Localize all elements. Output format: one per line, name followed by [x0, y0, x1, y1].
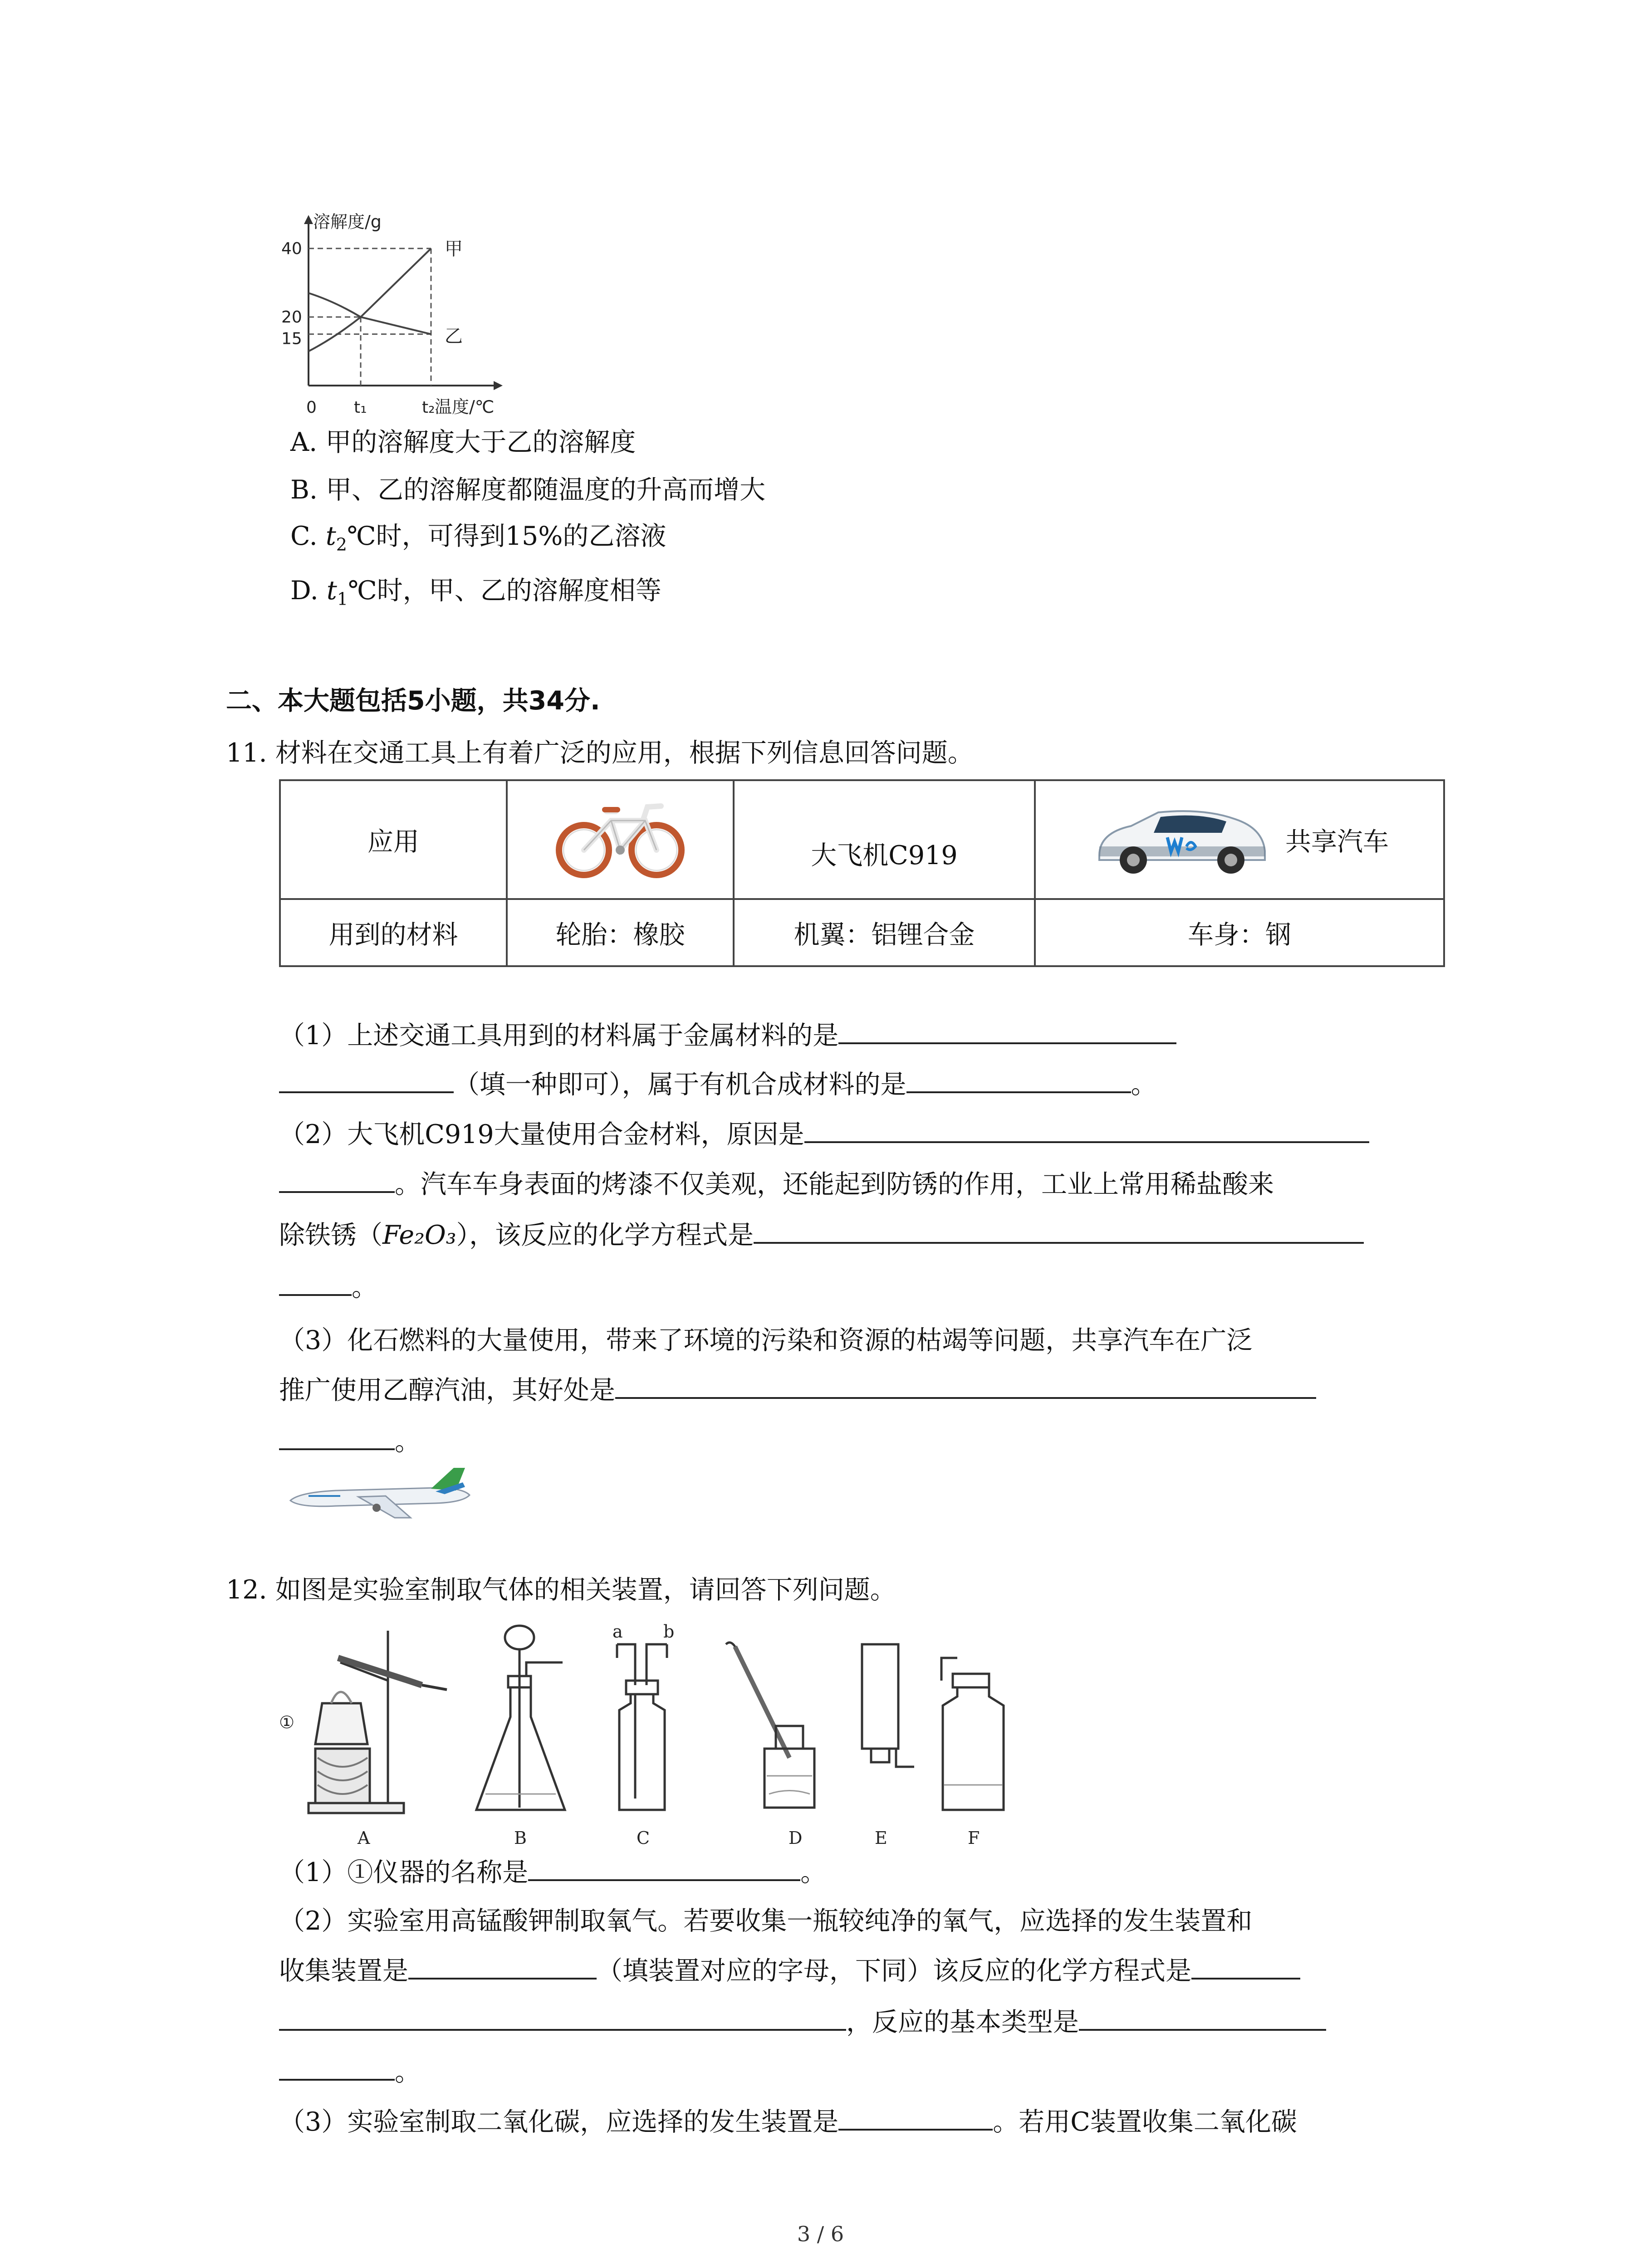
q12-part2-line2: 收集装置是 （填装置对应的字母，下同）该反应的化学方程式是 [279, 1951, 1300, 1989]
option-a: A. 甲的溶解度大于乙的溶解度 [290, 427, 636, 457]
materials-table [279, 779, 1445, 967]
bicycle-cell [507, 780, 734, 899]
q11-part2-line1: （2）大飞机C919大量使用合金材料，原因是 [279, 1115, 1369, 1153]
answer-blank[interactable] [804, 1115, 1369, 1143]
q11-part3-line3: 。 [279, 1422, 421, 1460]
section-title: 二、本大题包括5小题，共34分. [226, 686, 600, 716]
apparatus-a [309, 1631, 447, 1813]
answer-blank[interactable] [528, 1853, 800, 1881]
car-icon [1090, 801, 1272, 878]
table-header-material: 用到的材料 [280, 899, 507, 966]
option-b: B. 甲、乙的溶解度都随温度的升高而增大 [290, 475, 766, 505]
y-tick-label: 20 [281, 308, 302, 327]
plane-cell [734, 780, 1035, 899]
x-tick-label: t₂ [422, 398, 435, 417]
car-label: 共享汽车 [1285, 827, 1389, 857]
apparatus-label-f: F [968, 1828, 980, 1848]
x-axis-arrow [494, 381, 503, 390]
q11-part2-line2: 。汽车车身表面的烤漆不仅美观，还能起到防锈的作用，工业上常用稀盐酸来 [279, 1165, 1274, 1202]
x-tick-label: 0 [306, 398, 317, 417]
apparatus-b [476, 1626, 565, 1810]
answer-blank[interactable] [279, 1065, 454, 1093]
answer-blank[interactable] [754, 1216, 1364, 1244]
answer-blank[interactable] [279, 1422, 395, 1450]
series-label-yi: 乙 [445, 326, 463, 347]
answer-blank[interactable] [615, 1371, 1316, 1399]
apparatus-d [726, 1642, 814, 1808]
instrument-1-marker: ① [279, 1712, 295, 1732]
q12-part2-line4: 。 [279, 2053, 421, 2090]
apparatus-label-d: D [789, 1828, 803, 1848]
apparatus-e [862, 1644, 914, 1767]
q12-part1: （1）①仪器的名称是 。 [279, 1853, 826, 1891]
answer-blank[interactable] [408, 1951, 597, 1980]
y-tick-label: 40 [281, 239, 302, 258]
answer-blank[interactable] [1191, 1951, 1300, 1980]
apparatus-label-a: A [358, 1828, 370, 1848]
answer-blank[interactable] [279, 1268, 352, 1296]
q12-part2-line1: （2）实验室用高锰酸钾制取氧气。若要收集一瓶较纯净的氧气，应选择的发生装置和 [279, 1906, 1253, 1936]
apparatus-diagram [272, 1613, 1089, 1848]
q11-part2-line4: 。 [279, 1268, 377, 1305]
q11-stem: 11. 材料在交通工具上有着广泛的应用，根据下列信息回答问题。 [226, 738, 974, 768]
answer-blank[interactable] [279, 1165, 395, 1193]
table-header-application: 应用 [280, 780, 507, 899]
y-tick-label: 15 [281, 329, 302, 348]
series-label-jia: 甲 [445, 238, 463, 259]
option-d: D. $t_1℃$时，甲、乙的溶解度相等 [290, 576, 661, 609]
apparatus-label-c: C [637, 1828, 650, 1848]
answer-blank[interactable] [838, 2102, 993, 2131]
x-tick-label: t₁ [354, 398, 367, 417]
q11-part3-line2: 推广使用乙醇汽油，其好处是 [279, 1371, 1316, 1408]
x-axis-label: 温度/℃ [435, 397, 495, 417]
y-axis-label: 溶解度/g [313, 213, 382, 232]
answer-blank[interactable] [1079, 2003, 1326, 2031]
answer-blank[interactable] [279, 2053, 395, 2081]
car-cell [1035, 780, 1444, 899]
plane-material: 机翼：铝锂合金 [734, 899, 1035, 966]
option-c: C. $t_2℃$时，可得到15%的乙溶液 [290, 521, 666, 555]
page-number: 3 / 6 [797, 2222, 844, 2246]
q11-part1-line2: （填一种即可），属于有机合成材料的是 。 [279, 1065, 1157, 1103]
q12-part3: （3）实验室制取二氧化碳，应选择的发生装置是 。若用C装置收集二氧化碳 [279, 2102, 1297, 2140]
apparatus-label-b: B [514, 1828, 527, 1848]
q12-stem: 12. 如图是实验室制取气体的相关装置，请回答下列问题。 [226, 1575, 896, 1605]
bicycle-icon [552, 793, 688, 880]
apparatus-c [617, 1644, 667, 1810]
car-material: 车身：钢 [1035, 899, 1444, 966]
bike-material: 轮胎：橡胶 [507, 899, 734, 966]
series-line-yi [309, 293, 431, 334]
answer-blank[interactable] [838, 1016, 1176, 1044]
y-axis-arrow [304, 215, 313, 224]
port-a-label: a [612, 1622, 623, 1642]
answer-blank[interactable] [279, 2003, 846, 2031]
q11-part2-line3: 除铁锈（Fe₂O₃），该反应的化学方程式是 [279, 1216, 1364, 1253]
q11-part3-line1: （3）化石燃料的大量使用，带来了环境的污染和资源的枯竭等问题，共享汽车在广泛 [279, 1325, 1253, 1355]
plane-label: 大飞机C919 [811, 841, 958, 870]
solubility-chart [268, 213, 549, 426]
answer-blank[interactable] [906, 1065, 1131, 1093]
apparatus-label-e: E [875, 1828, 887, 1848]
airplane-image [281, 1464, 476, 1523]
q11-part1-line1: （1）上述交通工具用到的材料属于金属材料的是 [279, 1016, 1176, 1054]
apparatus-f [941, 1658, 1004, 1810]
q12-part2-line3: ，反应的基本类型是 [279, 2003, 1326, 2040]
port-b-label: b [663, 1622, 675, 1642]
